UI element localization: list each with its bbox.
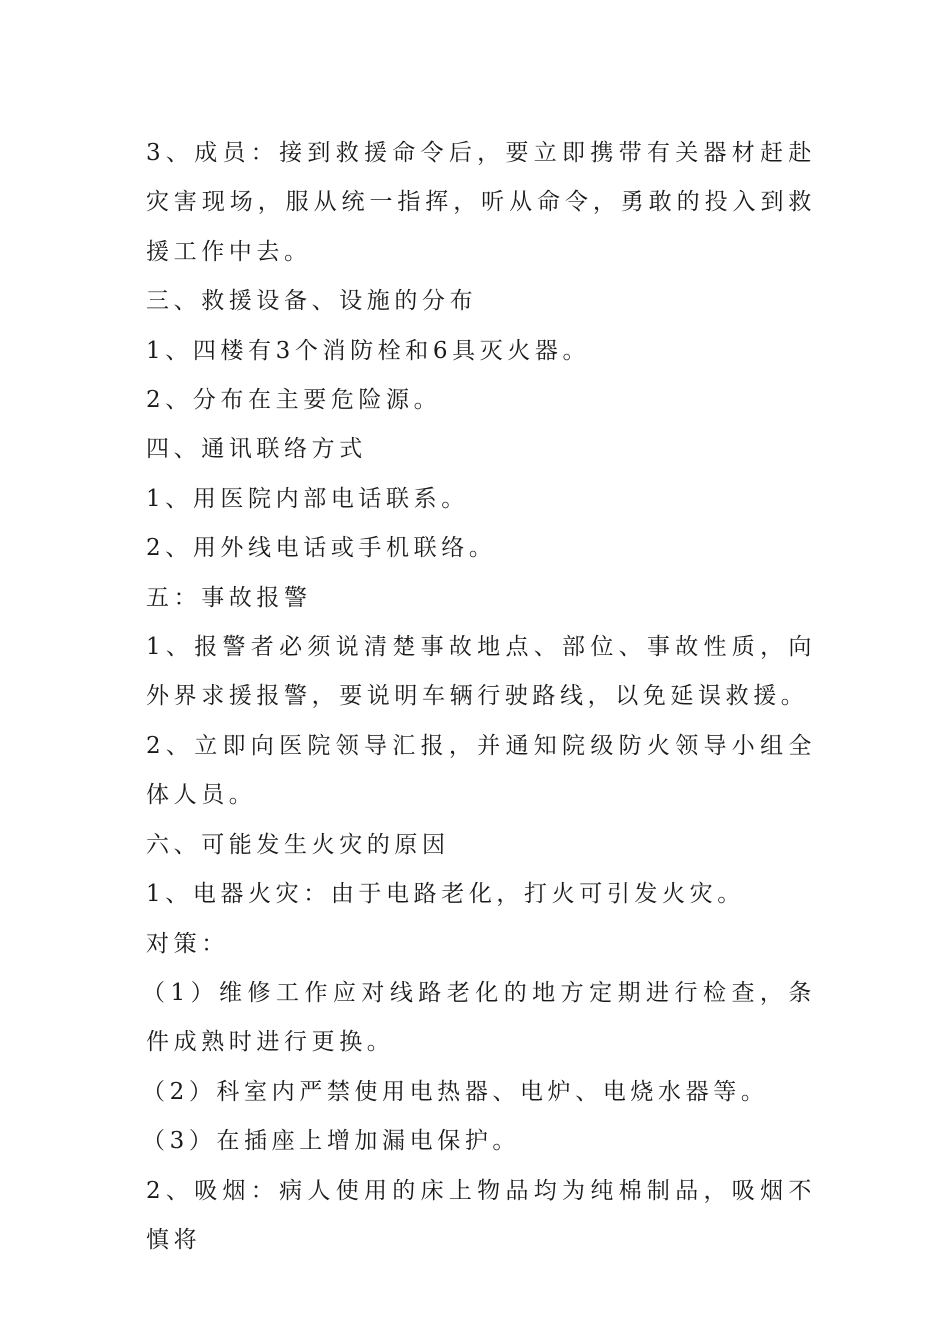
heading-communication: 四、通讯联络方式 (146, 436, 367, 463)
heading-fire-causes: 六、可能发生火灾的原因 (146, 831, 450, 858)
paragraph-internal-phone: 1、用医院内部电话联系。 (146, 485, 469, 512)
heading-rescue-equipment: 三、救援设备、设施的分布 (146, 288, 478, 315)
paragraph-hazard-sources: 2、分布在主要危险源。 (146, 387, 442, 414)
paragraph-countermeasure-2: （2）科室内严禁使用电热器、电炉、电烧水器等。 (142, 1078, 769, 1105)
heading-countermeasures: 对策： (146, 930, 229, 957)
paragraph-report-leaders: 2、立即向医院领导汇报，并通知院级防火领导小组全体人员。 (146, 732, 816, 809)
paragraph-members: 3、成员：接到救援命令后，要立即携带有关器材赶赴灾害现场，服从统一指挥，听从命令，勇敢的投入到救援工作中去。 (146, 140, 816, 265)
document-body (142, 129, 816, 1265)
paragraph-countermeasure-1: （1）维修工作应对线路老化的地方定期进行检查，条件成熟时进行更换。 (142, 979, 816, 1056)
heading-accident-alarm: 五：事故报警 (146, 584, 312, 611)
paragraph-countermeasure-3: （3）在插座上增加漏电保护。 (142, 1128, 521, 1155)
paragraph-alarm-details: 1、报警者必须说清楚事故地点、部位、事故性质，向外界求援报警，要说明车辆行驶路线，以免延误救援。 (146, 634, 816, 710)
paragraph-electrical-fire: 1、电器火灾：由于电路老化，打火可引发火灾。 (146, 881, 745, 908)
paragraph-smoking: 2、吸烟：病人使用的床上物品均为纯棉制品，吸烟不慎将 (146, 1177, 816, 1253)
paragraph-hydrants: 1、四楼有3个消防栓和6具灭火器。 (146, 337, 591, 364)
paragraph-external-phone: 2、用外线电话或手机联络。 (146, 535, 497, 562)
